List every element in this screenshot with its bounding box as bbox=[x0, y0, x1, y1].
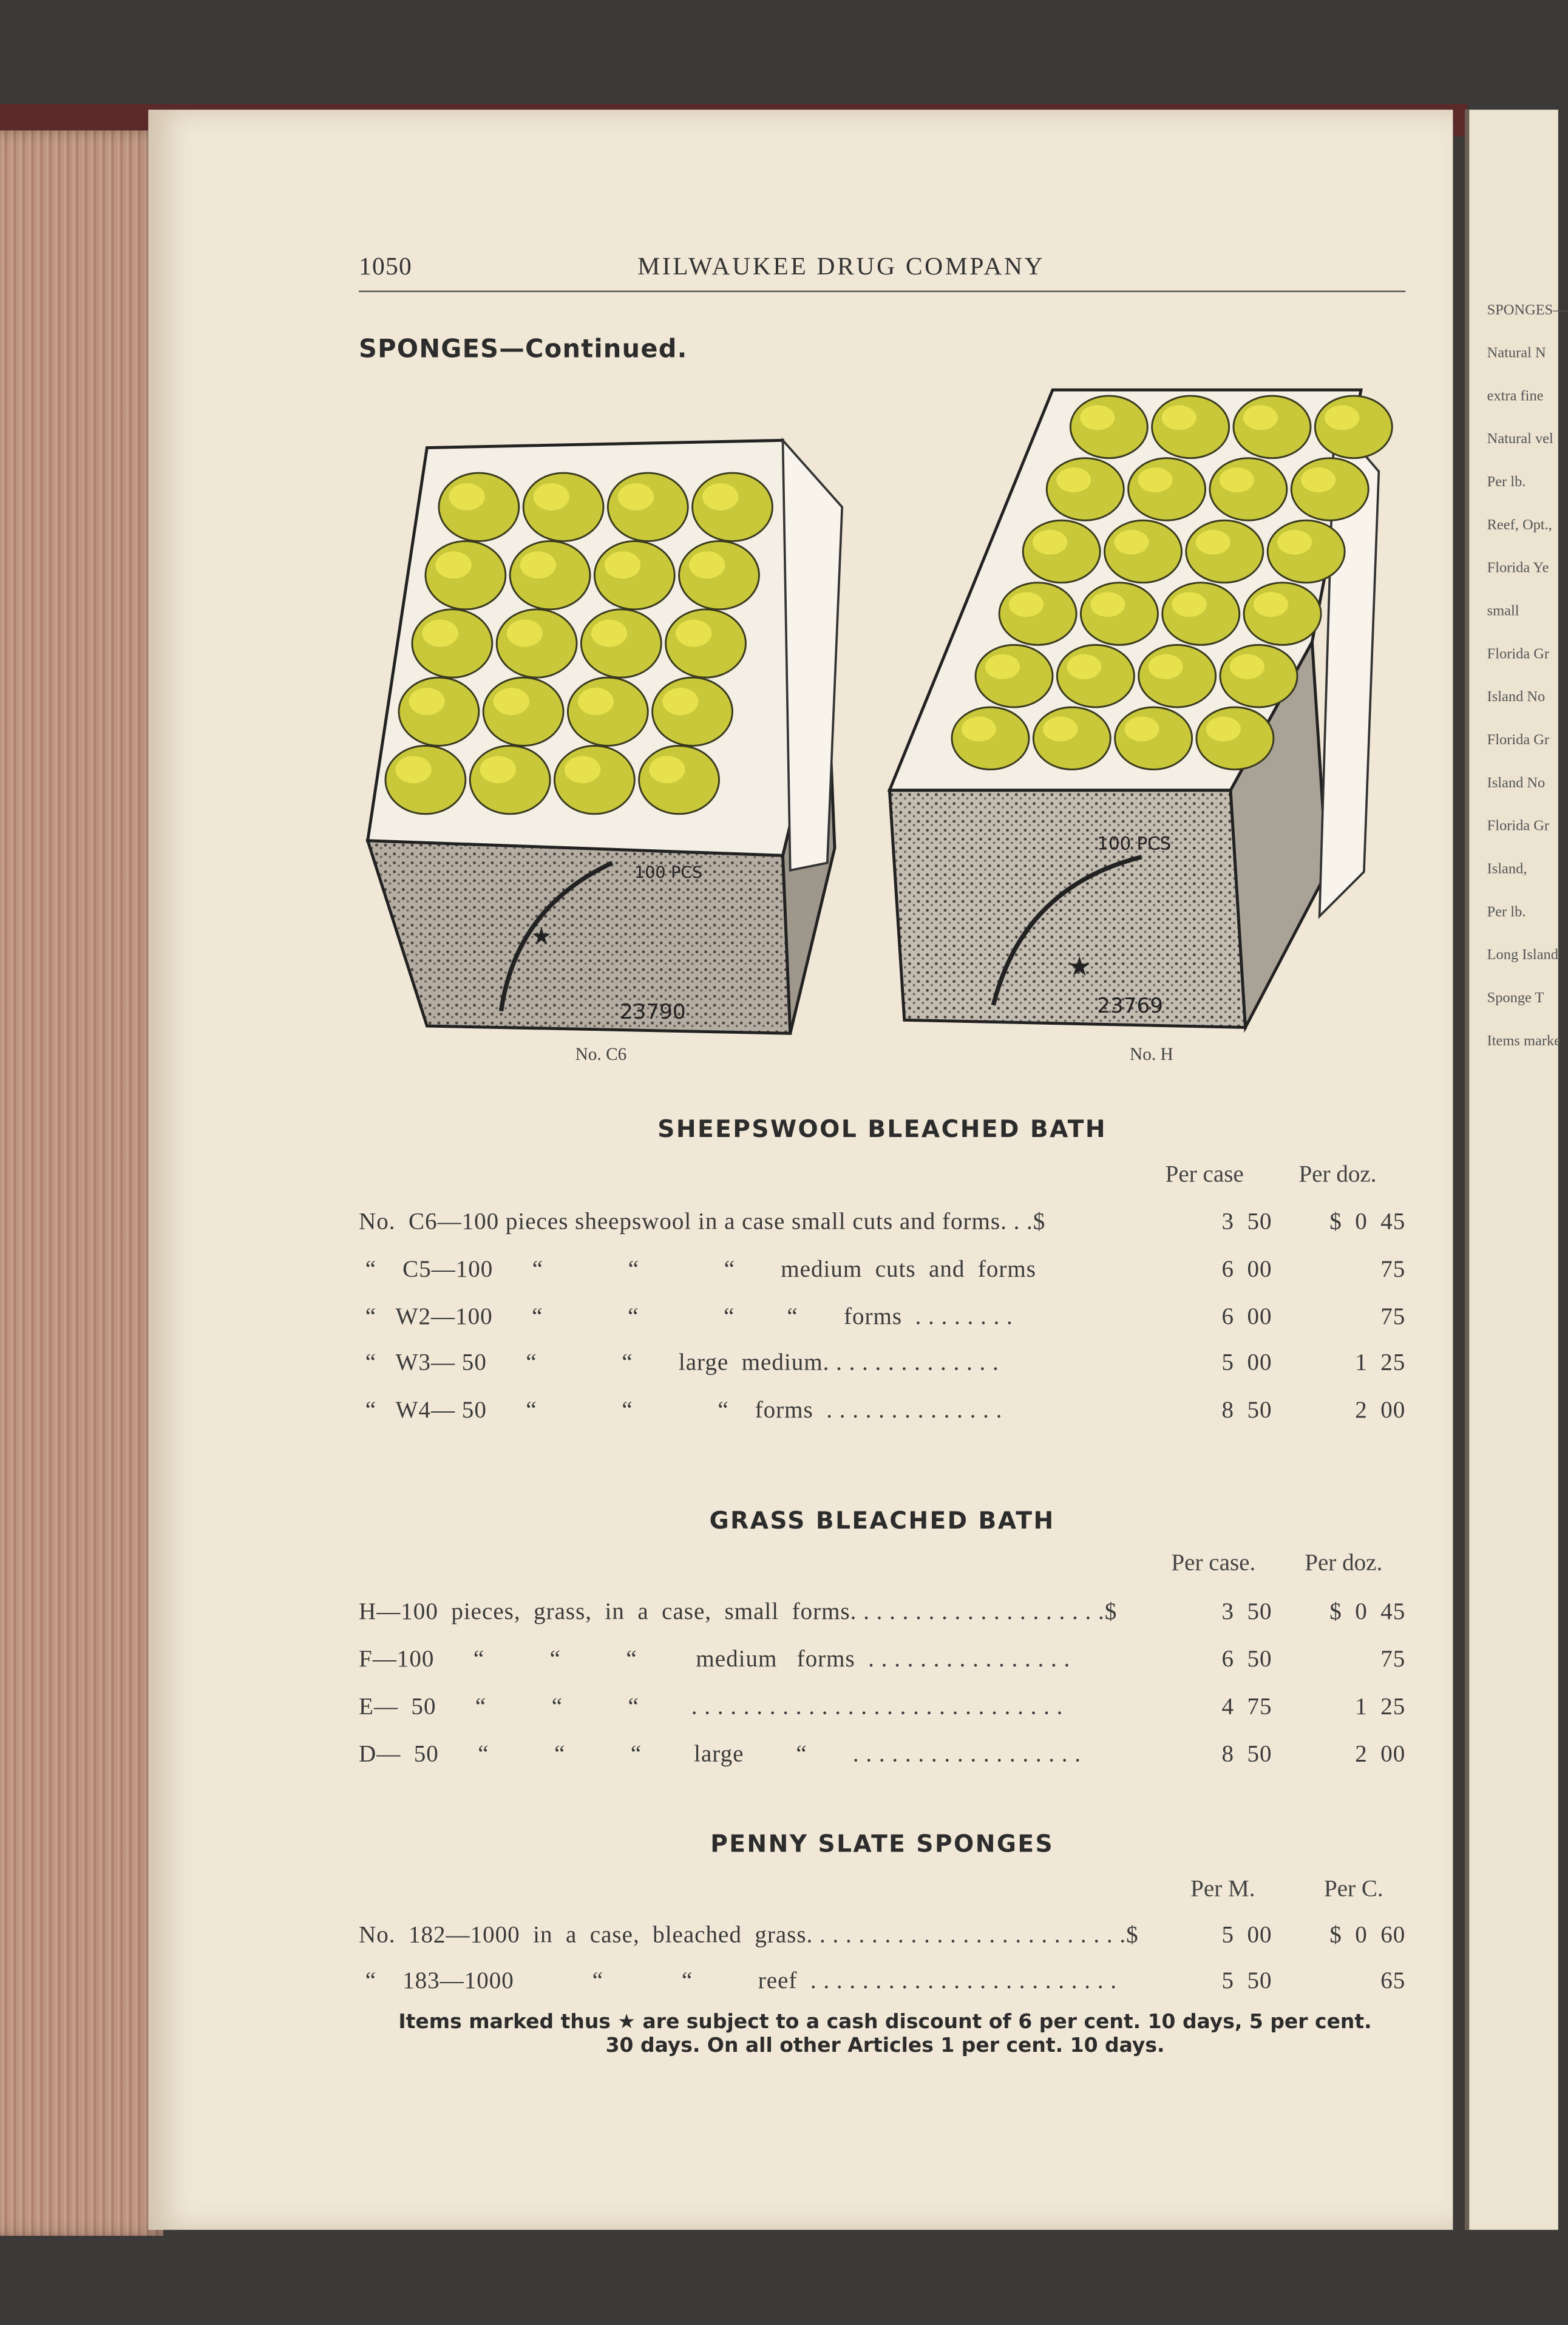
sponge bbox=[426, 541, 506, 609]
sponge bbox=[385, 745, 466, 813]
item-description: F—100 “ “ “ medium forms . . . . . . . . . . . . . . . . bbox=[359, 1647, 1071, 1672]
adjacent-page-fragment: Per lb. bbox=[1487, 904, 1526, 921]
adjacent-page-fragment: extra fine bbox=[1487, 388, 1544, 405]
sponge bbox=[1291, 458, 1368, 521]
adjacent-page-fragment: Per lb. bbox=[1487, 474, 1526, 491]
sponge-highlight bbox=[1325, 405, 1359, 430]
sponge-highlight bbox=[1277, 530, 1312, 555]
sponge bbox=[1128, 458, 1206, 521]
sponge-highlight bbox=[578, 688, 614, 715]
adjacent-page-fragment: Island No bbox=[1487, 775, 1546, 792]
table-row bbox=[359, 1647, 1405, 1680]
sponge bbox=[1186, 520, 1263, 583]
sponge bbox=[1047, 458, 1124, 521]
sponge bbox=[679, 541, 759, 609]
sponge bbox=[1210, 458, 1287, 521]
sponge bbox=[639, 745, 719, 813]
item-description: No. 182—1000 in a case, bleached grass. . . . . . . . . . . . . . . . . . . . . . . . .$ bbox=[359, 1923, 1139, 1949]
svg-text:100 PCS: 100 PCS bbox=[634, 863, 703, 882]
price-column-1: 6 00 bbox=[1221, 1305, 1272, 1330]
sponge-highlight bbox=[1043, 716, 1078, 741]
price-column-1: 4 75 bbox=[1221, 1694, 1272, 1720]
figure-caption-c6: No. C6 bbox=[575, 1044, 627, 1065]
sponge-highlight bbox=[409, 688, 444, 715]
sponge-highlight bbox=[1301, 467, 1336, 492]
price-column-1: 3 50 bbox=[1221, 1209, 1272, 1235]
sponge-highlight bbox=[1243, 405, 1278, 430]
adjacent-page-fragment: Long Island bbox=[1487, 947, 1558, 964]
sponge-highlight bbox=[1220, 467, 1254, 492]
sponge bbox=[1268, 520, 1345, 583]
sponge-highlight bbox=[1067, 654, 1101, 679]
sponge bbox=[412, 609, 492, 677]
price-column-1: 6 50 bbox=[1221, 1647, 1272, 1672]
price-column-1: 3 50 bbox=[1221, 1600, 1272, 1625]
table-row bbox=[359, 1600, 1405, 1632]
sponge-highlight bbox=[565, 756, 600, 783]
sponge-highlight bbox=[395, 756, 431, 783]
sponge-highlight bbox=[1149, 654, 1183, 679]
sponge-highlight bbox=[449, 483, 484, 511]
sponge bbox=[510, 541, 590, 609]
sponge-highlight bbox=[689, 551, 725, 579]
price-column-2: 65 bbox=[1380, 1969, 1406, 1994]
price-column-1: 8 50 bbox=[1221, 1742, 1272, 1768]
item-description: D— 50 “ “ “ large “ . . . . . . . . . . . . . . . . . . bbox=[359, 1742, 1082, 1768]
sponge-highlight bbox=[1138, 467, 1172, 492]
sponge-highlight bbox=[591, 620, 627, 647]
discount-note-line-2: 30 days. On all other Articles 1 per cent. 10 days. bbox=[605, 2034, 1165, 2058]
sponge-highlight bbox=[1056, 467, 1091, 492]
sponge-highlight bbox=[702, 483, 738, 511]
discount-note-line-1: Items marked thus ★ are subject to a cash discount of 6 per cent. 10 days, 5 per cent. bbox=[398, 2010, 1372, 2034]
sponge bbox=[594, 541, 674, 609]
sponge bbox=[1070, 396, 1147, 458]
sponge bbox=[653, 677, 733, 745]
sponge-highlight bbox=[649, 756, 685, 783]
adjacent-page-fragment: Florida Gr bbox=[1487, 646, 1550, 663]
item-description: “ C5—100 “ “ “ medium cuts and forms bbox=[359, 1257, 1036, 1283]
figure-caption-h: No. H bbox=[1130, 1044, 1173, 1065]
adjacent-page bbox=[1465, 110, 1568, 2230]
sheepswool-col-per-case: Per case bbox=[1165, 1162, 1244, 1188]
svg-text:100 PCS: 100 PCS bbox=[1097, 833, 1172, 854]
item-description: H—100 pieces, grass, in a case, small forms. . . . . . . . . . . . . . . . . . . .$ bbox=[359, 1600, 1118, 1625]
sheepswool-col-per-doz: Per doz. bbox=[1298, 1162, 1377, 1188]
sponge bbox=[439, 473, 519, 541]
table-row bbox=[359, 1305, 1405, 1337]
item-description: “ W2—100 “ “ “ “ forms . . . . . . . . bbox=[359, 1305, 1013, 1330]
adjacent-page-fragment: Items marke bbox=[1487, 1033, 1561, 1050]
sponge bbox=[1081, 583, 1158, 645]
table-row bbox=[359, 1351, 1405, 1383]
sponge-highlight bbox=[435, 551, 471, 579]
sponge-highlight bbox=[1254, 592, 1288, 617]
company-name: MILWAUKEE DRUG COMPANY bbox=[637, 252, 1045, 280]
sponge bbox=[999, 583, 1076, 645]
sponge bbox=[693, 473, 773, 541]
sponge-highlight bbox=[480, 756, 516, 783]
penny-title: PENNY SLATE SPONGES bbox=[710, 1829, 1054, 1858]
item-description: No. C6—100 pieces sheepswool in a case small cuts and forms. . .$ bbox=[359, 1209, 1046, 1235]
grass-col-per-doz: Per doz. bbox=[1305, 1550, 1383, 1577]
price-column-2: 2 00 bbox=[1355, 1742, 1406, 1768]
sponge bbox=[497, 609, 577, 677]
table-row bbox=[359, 1969, 1405, 2001]
adjacent-page-fragment: Florida Gr bbox=[1487, 732, 1550, 749]
price-column-2: 1 25 bbox=[1355, 1694, 1406, 1720]
sponge bbox=[1152, 396, 1229, 458]
sponge-highlight bbox=[962, 716, 996, 741]
item-description: “ W3— 50 “ “ large medium. . . . . . . . . . . . . . bbox=[359, 1350, 999, 1376]
sponge-highlight bbox=[662, 688, 698, 715]
sponge bbox=[1115, 707, 1192, 770]
svg-text:★: ★ bbox=[1067, 951, 1091, 983]
sponge-highlight bbox=[676, 620, 711, 647]
price-column-2: 75 bbox=[1380, 1257, 1406, 1283]
sponge bbox=[523, 473, 603, 541]
crate-c6-illustration bbox=[338, 433, 842, 1044]
sponge-highlight bbox=[494, 688, 529, 715]
penny-col-per-c: Per C. bbox=[1323, 1876, 1383, 1902]
sponge-highlight bbox=[534, 483, 569, 511]
price-column-2: 75 bbox=[1380, 1305, 1406, 1330]
item-description: E— 50 “ “ “ . . . . . . . . . . . . . . . . . . . . . . . . . . . . . bbox=[359, 1694, 1064, 1720]
adjacent-page-fragment: SPONGES— bbox=[1487, 302, 1568, 319]
section-title: SPONGES—Continued. bbox=[359, 334, 688, 365]
sponge-highlight bbox=[1009, 592, 1044, 617]
svg-text:23769: 23769 bbox=[1097, 994, 1164, 1019]
sponge bbox=[976, 645, 1053, 707]
price-column-1: 6 00 bbox=[1221, 1257, 1272, 1283]
table-row bbox=[359, 1742, 1405, 1775]
sponge-highlight bbox=[1172, 592, 1207, 617]
sponge-highlight bbox=[605, 551, 640, 579]
sponge-highlight bbox=[618, 483, 654, 511]
sponge bbox=[554, 745, 634, 813]
grass-title: GRASS BLEACHED BATH bbox=[709, 1506, 1055, 1535]
sheepswool-title: SHEEPSWOOL BLEACHED BATH bbox=[657, 1115, 1107, 1144]
sponge bbox=[1139, 645, 1216, 707]
sponge bbox=[1057, 645, 1134, 707]
sponge bbox=[568, 677, 648, 745]
sponge bbox=[1023, 520, 1100, 583]
price-column-2: $ 0 45 bbox=[1329, 1600, 1406, 1625]
sponge-highlight bbox=[1080, 405, 1115, 430]
sponge-highlight bbox=[1230, 654, 1264, 679]
page-stack-edge bbox=[0, 131, 163, 2236]
price-column-1: 5 00 bbox=[1221, 1923, 1272, 1949]
sponge bbox=[952, 707, 1029, 770]
price-column-2: 1 25 bbox=[1355, 1350, 1406, 1376]
sponge bbox=[581, 609, 661, 677]
price-column-2: 75 bbox=[1380, 1647, 1406, 1672]
sponge-highlight bbox=[422, 620, 458, 647]
page-number: 1050 bbox=[359, 252, 412, 280]
sponge-highlight bbox=[1033, 530, 1067, 555]
adjacent-page-fragment: Island, bbox=[1487, 861, 1527, 878]
sponge bbox=[1033, 707, 1110, 770]
sponge bbox=[1196, 707, 1274, 770]
table-row bbox=[359, 1210, 1405, 1243]
sponge bbox=[608, 473, 688, 541]
sponge-highlight bbox=[1196, 530, 1230, 555]
sponge bbox=[1244, 583, 1321, 645]
price-column-2: $ 0 60 bbox=[1329, 1923, 1406, 1949]
adjacent-page-fragment: Sponge T bbox=[1487, 990, 1544, 1007]
sponge bbox=[1220, 645, 1297, 707]
sponge bbox=[470, 745, 550, 813]
adjacent-page-fragment: Island No bbox=[1487, 689, 1546, 706]
sponge bbox=[1315, 396, 1392, 458]
table-row bbox=[359, 1398, 1405, 1431]
sponge bbox=[1105, 520, 1182, 583]
table-row bbox=[359, 1923, 1405, 1956]
penny-col-per-m: Per M. bbox=[1190, 1876, 1255, 1902]
sponge bbox=[1162, 583, 1240, 645]
sponge bbox=[483, 677, 563, 745]
sponge-highlight bbox=[1090, 592, 1125, 617]
price-column-2: 2 00 bbox=[1355, 1398, 1406, 1424]
sponge-highlight bbox=[1206, 716, 1241, 741]
svg-text:★: ★ bbox=[531, 923, 552, 951]
grass-col-per-case: Per case. bbox=[1171, 1550, 1256, 1577]
item-description: “ 183—1000 “ “ reef . . . . . . . . . . . . . . . . . . . . . . . . bbox=[359, 1969, 1117, 1994]
sponge-highlight bbox=[507, 620, 543, 647]
table-row bbox=[359, 1257, 1405, 1290]
table-row bbox=[359, 1695, 1405, 1728]
discount-note bbox=[359, 2011, 1411, 2058]
item-description: “ W4— 50 “ “ “ forms . . . . . . . . . . . . . . bbox=[359, 1398, 1003, 1424]
adjacent-page-fragment: small bbox=[1487, 603, 1519, 620]
price-column-1: 5 50 bbox=[1221, 1969, 1272, 1994]
sponge bbox=[666, 609, 746, 677]
sponge-highlight bbox=[520, 551, 556, 579]
sponge-highlight bbox=[985, 654, 1020, 679]
adjacent-page-fragment: Florida Ye bbox=[1487, 560, 1549, 577]
svg-text:23790: 23790 bbox=[619, 999, 686, 1024]
sponge bbox=[399, 677, 479, 745]
crate-h-illustration bbox=[889, 382, 1379, 1035]
header-rule bbox=[359, 291, 1405, 292]
sponge bbox=[1234, 396, 1311, 458]
sponge-highlight bbox=[1124, 716, 1159, 741]
sponge-highlight bbox=[1114, 530, 1149, 555]
sponge-highlight bbox=[1162, 405, 1196, 430]
price-column-1: 8 50 bbox=[1221, 1398, 1272, 1424]
adjacent-page-fragment: Natural vel bbox=[1487, 431, 1553, 448]
price-column-2: $ 0 45 bbox=[1329, 1209, 1406, 1235]
price-column-1: 5 00 bbox=[1221, 1350, 1272, 1376]
adjacent-page-fragment: Natural N bbox=[1487, 345, 1546, 362]
adjacent-page-fragment: Florida Gr bbox=[1487, 818, 1550, 835]
adjacent-page-fragment: Reef, Opt., bbox=[1487, 517, 1552, 534]
